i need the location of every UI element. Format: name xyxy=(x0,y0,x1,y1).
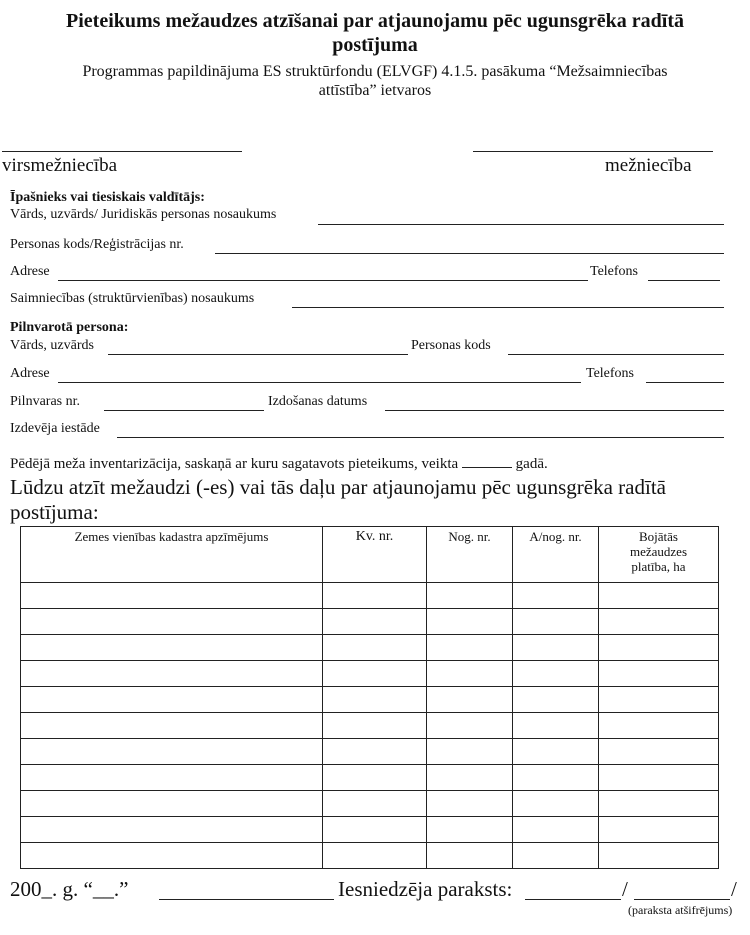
table-cell[interactable] xyxy=(427,583,513,609)
signature-decode-field[interactable] xyxy=(634,899,730,900)
table-cell[interactable] xyxy=(513,791,599,817)
proxy-name-field[interactable] xyxy=(108,354,408,355)
header-anog: A/nog. nr. xyxy=(513,527,599,583)
table-cell[interactable] xyxy=(599,635,719,661)
table-cell[interactable] xyxy=(599,713,719,739)
form-title-line1: Pieteikums mežaudzes atzīšanai par atjaunojamu pēc ugunsgrēka radītā xyxy=(66,10,684,32)
table-cell[interactable] xyxy=(21,661,323,687)
table-cell[interactable] xyxy=(323,713,427,739)
table-cell[interactable] xyxy=(427,817,513,843)
table-cell[interactable] xyxy=(323,765,427,791)
table-cell[interactable] xyxy=(323,661,427,687)
table-cell[interactable] xyxy=(427,765,513,791)
table-row xyxy=(21,739,719,765)
owner-farm-label: Saimniecības (struktūrvienības) nosaukums xyxy=(10,291,255,306)
table-cell[interactable] xyxy=(21,817,323,843)
owner-farm-field[interactable] xyxy=(292,307,724,308)
table-cell[interactable] xyxy=(513,635,599,661)
proxy-phone-field[interactable] xyxy=(646,382,724,383)
table-cell[interactable] xyxy=(21,739,323,765)
table-cell[interactable] xyxy=(21,635,323,661)
table-cell[interactable] xyxy=(513,609,599,635)
inventory-before: Pēdējā meža inventarizācija, saskaņā ar kuru sagatavots pieteikums, veikta xyxy=(10,456,459,472)
table-cell[interactable] xyxy=(513,817,599,843)
proxy-issuer-label: Izdevēja iestāde xyxy=(10,421,100,436)
table-cell[interactable] xyxy=(21,843,323,869)
table-cell[interactable] xyxy=(513,583,599,609)
footer-date-line[interactable] xyxy=(159,899,334,900)
table-cell[interactable] xyxy=(323,843,427,869)
table-cell[interactable] xyxy=(427,661,513,687)
table-cell[interactable] xyxy=(513,661,599,687)
table-row xyxy=(21,609,719,635)
table-cell[interactable] xyxy=(427,713,513,739)
table-cell[interactable] xyxy=(599,661,719,687)
owner-name-label: Vārds, uzvārds/ Juridiskās personas nosaukums xyxy=(10,207,277,222)
owner-name-field[interactable] xyxy=(318,224,724,225)
table-row xyxy=(21,817,719,843)
form-subtitle-line1: Programmas papildinājuma ES struktūrfondu (ELVGF) 4.1.5. pasākuma “Mežsaimniecības xyxy=(82,63,668,80)
table-cell[interactable] xyxy=(599,687,719,713)
table-cell[interactable] xyxy=(599,609,719,635)
proxy-phone-label: Telefons xyxy=(586,366,635,381)
owner-code-label: Personas kods/Reģistrācijas nr. xyxy=(10,237,184,252)
header-area-2: mežaudzes xyxy=(629,544,688,559)
table-cell[interactable] xyxy=(599,739,719,765)
table-cell[interactable] xyxy=(427,635,513,661)
virsmezn-field-line[interactable] xyxy=(2,151,242,152)
footer-signature-label: Iesniedzēja paraksts: xyxy=(338,877,513,901)
table-cell[interactable] xyxy=(21,713,323,739)
table-cell[interactable] xyxy=(323,739,427,765)
table-row xyxy=(21,843,719,869)
table-cell[interactable] xyxy=(323,609,427,635)
request-line1: Lūdzu atzīt mežaudzi (-es) vai tās daļu par atjaunojamu pēc ugunsgrēka radītā xyxy=(10,475,666,499)
table-cell[interactable] xyxy=(21,765,323,791)
header-area-3: platība, ha xyxy=(631,559,686,574)
owner-heading: Īpašnieks vai tiesiskais valdītājs: xyxy=(10,190,205,205)
header-cadastre: Zemes vienības kadastra apzīmējums xyxy=(21,527,323,583)
footer-note: (paraksta atšifrējums) xyxy=(628,903,733,917)
table-cell[interactable] xyxy=(323,583,427,609)
inventory-text xyxy=(10,455,548,473)
footer-slash-1: / xyxy=(622,877,628,901)
request-line2: postījuma: xyxy=(10,500,99,524)
table-cell[interactable] xyxy=(21,583,323,609)
table-row xyxy=(21,791,719,817)
table-cell[interactable] xyxy=(513,765,599,791)
table-cell[interactable] xyxy=(513,713,599,739)
table-cell[interactable] xyxy=(513,687,599,713)
proxy-name-label: Vārds, uzvārds xyxy=(10,338,94,353)
stand-table xyxy=(20,526,719,869)
header-area xyxy=(599,527,719,583)
header-area-1: Bojātās xyxy=(639,529,678,544)
proxy-heading: Pilnvarotā persona: xyxy=(10,320,129,335)
proxy-code-label: Personas kods xyxy=(411,338,491,353)
table-cell[interactable] xyxy=(599,817,719,843)
owner-code-field[interactable] xyxy=(215,253,724,254)
table-cell[interactable] xyxy=(323,635,427,661)
mezn-label: mežniecība xyxy=(605,155,692,176)
owner-phone-label: Telefons xyxy=(590,264,639,279)
table-row xyxy=(21,713,719,739)
footer-slash-2: / xyxy=(731,877,737,901)
table-cell[interactable] xyxy=(323,817,427,843)
table-cell[interactable] xyxy=(427,687,513,713)
table-header-row xyxy=(21,527,719,583)
table-cell[interactable] xyxy=(21,609,323,635)
proxy-address-label: Adrese xyxy=(10,366,50,381)
table-cell[interactable] xyxy=(599,843,719,869)
inventory-year-field[interactable] xyxy=(462,455,512,468)
owner-address-field[interactable] xyxy=(58,280,588,281)
table-cell[interactable] xyxy=(21,687,323,713)
table-cell[interactable] xyxy=(323,687,427,713)
table-cell[interactable] xyxy=(427,739,513,765)
owner-phone-field[interactable] xyxy=(648,280,720,281)
table-cell[interactable] xyxy=(599,583,719,609)
proxy-date-field[interactable] xyxy=(385,410,724,411)
table-cell[interactable] xyxy=(323,791,427,817)
table-cell[interactable] xyxy=(21,791,323,817)
proxy-poa-label: Pilnvaras nr. xyxy=(10,394,80,409)
owner-address-label: Adrese xyxy=(10,264,50,279)
table-cell[interactable] xyxy=(599,791,719,817)
footer-date: 200_. g. “__.” xyxy=(10,877,129,901)
table-row xyxy=(21,687,719,713)
table-row xyxy=(21,583,719,609)
proxy-issuer-field[interactable] xyxy=(117,437,724,438)
proxy-address-field[interactable] xyxy=(58,382,581,383)
inventory-after: gadā. xyxy=(515,456,548,472)
table-row xyxy=(21,765,719,791)
mezn-field-line[interactable] xyxy=(473,151,713,152)
table-cell[interactable] xyxy=(427,791,513,817)
virsmezn-label: virsmežniecība xyxy=(2,155,118,176)
table-cell[interactable] xyxy=(427,843,513,869)
proxy-date-label: Izdošanas datums xyxy=(268,394,368,409)
table-cell[interactable] xyxy=(599,765,719,791)
table-row xyxy=(21,661,719,687)
proxy-poa-field[interactable] xyxy=(104,410,264,411)
header-kv: Kv. nr. xyxy=(323,527,427,583)
table-row xyxy=(21,635,719,661)
table-cell[interactable] xyxy=(427,609,513,635)
header-nog: Nog. nr. xyxy=(427,527,513,583)
table-cell[interactable] xyxy=(513,843,599,869)
proxy-code-field[interactable] xyxy=(508,354,724,355)
form-title-line2: postījuma xyxy=(332,34,418,56)
signature-field[interactable] xyxy=(525,899,621,900)
form-subtitle-line2: attīstība” ietvaros xyxy=(318,82,432,99)
table-cell[interactable] xyxy=(513,739,599,765)
